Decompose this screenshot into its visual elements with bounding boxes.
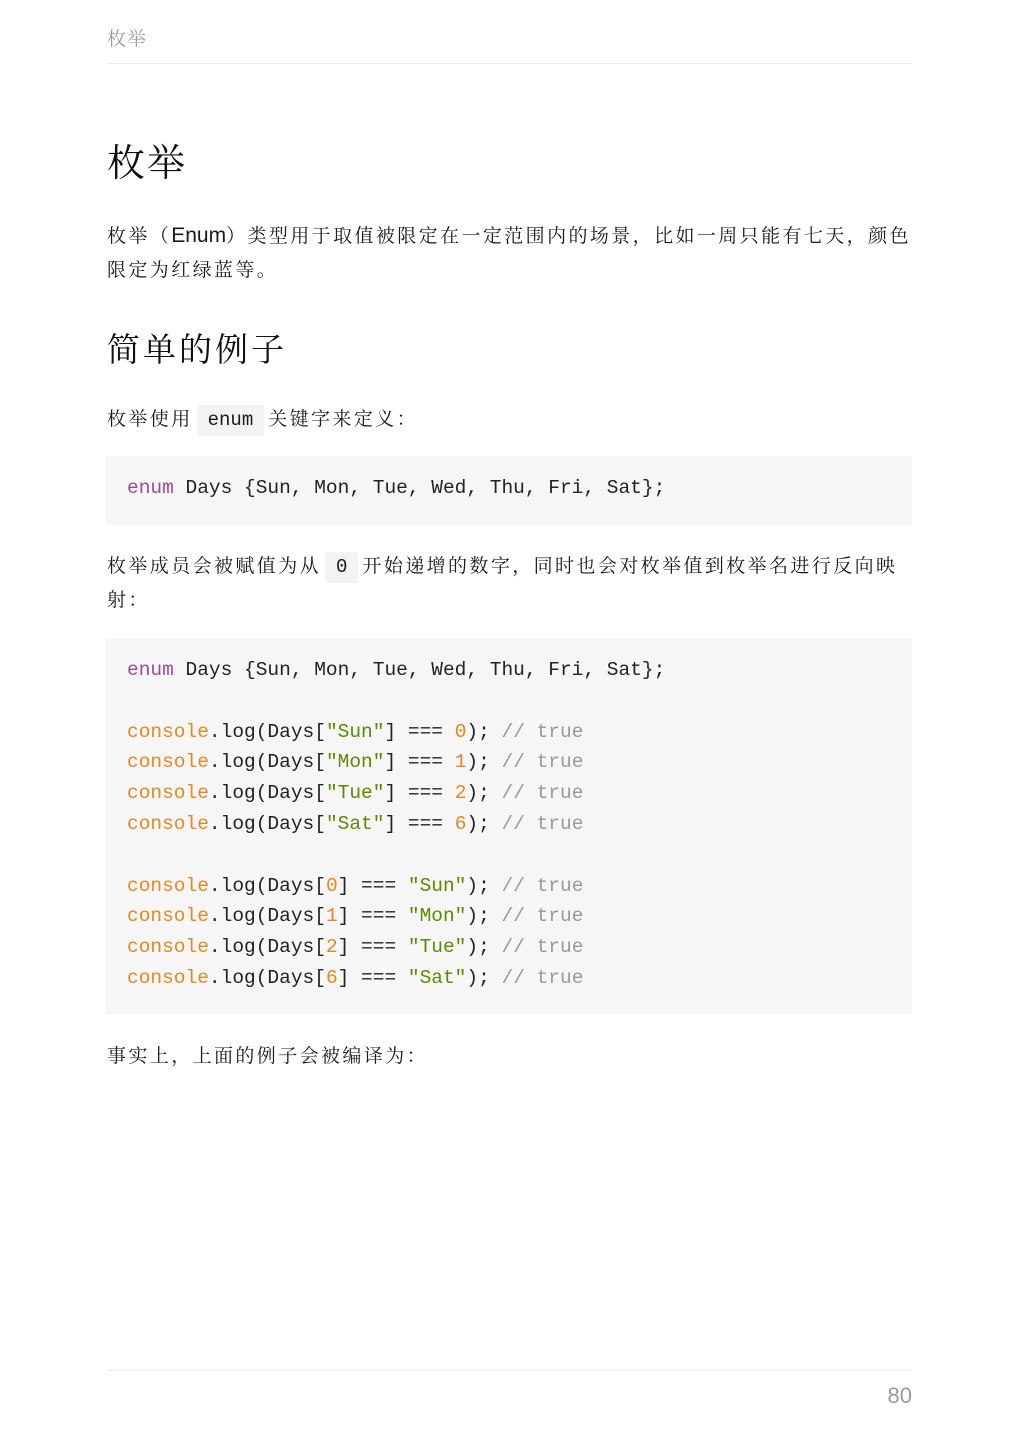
code-line	[127, 963, 891, 994]
code-token: );	[466, 905, 502, 928]
code-token: 1	[325, 905, 338, 928]
code-token: ] ===	[337, 874, 408, 897]
code-line	[127, 840, 891, 871]
code-block-reverse-mapping	[106, 638, 912, 1014]
code-token: // true	[501, 812, 584, 835]
code-token: 6	[325, 966, 338, 989]
code-token: );	[466, 812, 502, 835]
inline-code-zero: 0	[325, 552, 358, 583]
code-token: );	[466, 874, 502, 897]
code-token: // true	[501, 936, 584, 959]
code-token: "Sat"	[407, 966, 467, 989]
document-page	[107, 0, 912, 1440]
code-token: // true	[501, 966, 584, 989]
header-divider	[107, 63, 912, 64]
code-token: 0	[454, 720, 467, 743]
code-token: .log(Days[	[208, 874, 326, 897]
code-token: );	[466, 782, 502, 805]
code-token: console	[127, 720, 209, 743]
code-token: ] ===	[384, 782, 455, 805]
code-token: "Sun"	[325, 720, 385, 743]
code-line	[127, 901, 891, 932]
code-token: // true	[501, 720, 584, 743]
code-token: .log(Days[	[208, 720, 326, 743]
members-text-after: 开始递增的数字，同时也会对枚举值到枚举名进行反向映射：	[107, 555, 898, 611]
code-token: // true	[501, 905, 584, 928]
intro-text-before: 枚举（	[107, 225, 172, 247]
code-token: console	[127, 966, 209, 989]
section-title: 简单的例子	[107, 330, 287, 369]
footer-divider	[107, 1370, 912, 1371]
code-token: // true	[501, 874, 584, 897]
code-token: .log(Days[	[208, 812, 326, 835]
members-paragraph	[107, 549, 912, 617]
code-token: .log(Days[	[208, 966, 326, 989]
code-token: console	[127, 782, 209, 805]
code-token: "Tue"	[325, 782, 385, 805]
enum-text-before: 枚举使用	[107, 408, 193, 430]
code-line	[127, 809, 891, 840]
code-token: );	[466, 751, 502, 774]
code-token: ] ===	[337, 905, 408, 928]
code-token: 1	[454, 751, 467, 774]
code-token: enum	[127, 477, 174, 499]
code-token: .log(Days[	[208, 782, 326, 805]
code-token: 2	[325, 936, 338, 959]
code-token: 6	[454, 812, 467, 835]
code-line	[127, 932, 891, 963]
intro-latin-term: Enum	[171, 224, 227, 247]
code-token: 0	[325, 874, 338, 897]
code-token: .log(Days[	[208, 751, 326, 774]
code-line	[127, 871, 891, 902]
code-token: enum	[127, 659, 174, 681]
code-token: "Tue"	[407, 936, 467, 959]
enum-text-after: 关键字来定义：	[268, 408, 419, 430]
code-token: "Mon"	[325, 751, 385, 774]
code-token: );	[466, 720, 502, 743]
code-token: 2	[454, 782, 467, 805]
code-token: ] ===	[384, 720, 455, 743]
compiled-paragraph: 事实上，上面的例子会被编译为：	[107, 1045, 429, 1067]
code-token: Days {Sun, Mon, Tue, Wed, Thu, Fri, Sat};	[173, 659, 666, 681]
code-token: ] ===	[337, 966, 408, 989]
code-token: );	[466, 936, 502, 959]
intro-text-after: ）类型用于取值被限定在一定范围内的场景，比如一周只能有七天，颜色限定为红绿蓝等。	[107, 225, 911, 281]
code-token: Days {Sun, Mon, Tue, Wed, Thu, Fri, Sat};	[173, 477, 666, 499]
code-token: ] ===	[384, 751, 455, 774]
code-token: );	[466, 966, 502, 989]
code-token: // true	[501, 782, 584, 805]
code-token: ] ===	[337, 936, 408, 959]
inline-code-enum: enum	[197, 405, 265, 436]
intro-paragraph	[107, 219, 912, 287]
code-line	[127, 717, 891, 748]
code-token: console	[127, 874, 209, 897]
page-number: 80	[887, 1383, 912, 1408]
code-token: "Sat"	[325, 812, 385, 835]
code-line	[127, 473, 891, 504]
code-token: .log(Days[	[208, 905, 326, 928]
code-block-enum-definition	[106, 456, 912, 525]
enum-keyword-paragraph	[107, 402, 912, 436]
code-line	[127, 655, 891, 686]
members-text-before: 枚举成员会被赋值为从	[107, 555, 322, 577]
code-token: .log(Days[	[208, 936, 326, 959]
code-token: console	[127, 812, 209, 835]
page-title: 枚举	[107, 141, 188, 185]
code-token: "Sun"	[407, 874, 467, 897]
running-header: 枚举	[107, 28, 148, 50]
code-token: ] ===	[384, 812, 455, 835]
code-token: console	[127, 751, 209, 774]
code-line	[127, 778, 891, 809]
code-token: console	[127, 905, 209, 928]
code-token: // true	[501, 751, 584, 774]
code-token: "Mon"	[407, 905, 467, 928]
code-line	[127, 686, 891, 717]
code-line	[127, 747, 891, 778]
code-token: console	[127, 936, 209, 959]
